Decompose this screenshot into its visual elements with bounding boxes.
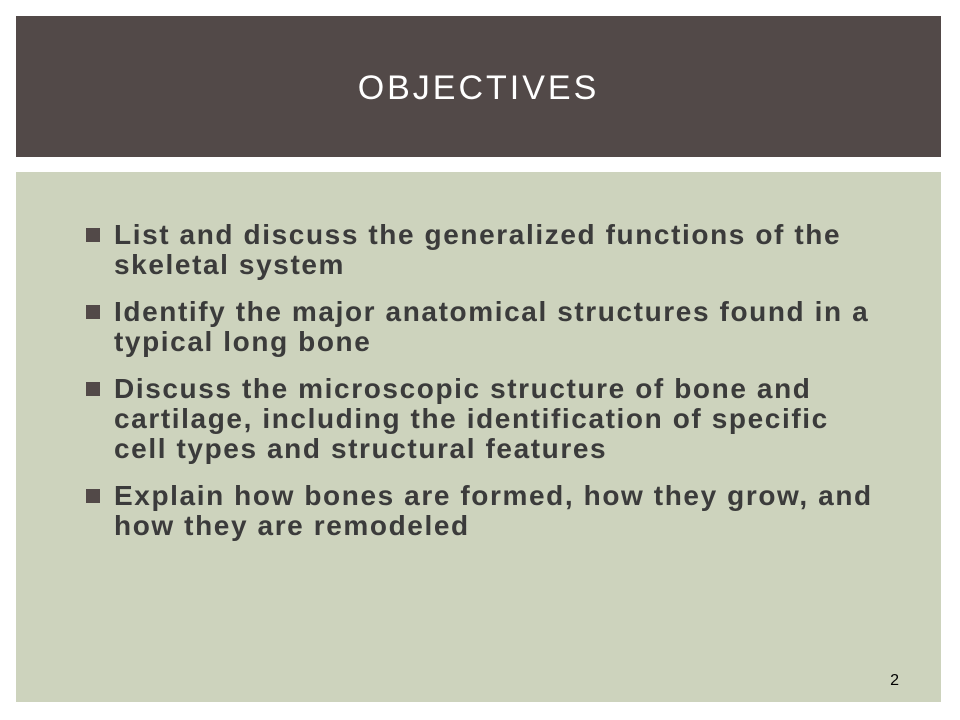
square-bullet-icon (86, 489, 100, 503)
square-bullet-icon (86, 305, 100, 319)
content-panel (16, 172, 941, 702)
objective-item (86, 481, 876, 541)
objective-text: Explain how bones are formed, how they grow, and how they are remodeled (114, 480, 873, 541)
square-bullet-icon (86, 228, 100, 242)
objective-item (86, 297, 876, 357)
title-bar (16, 16, 941, 157)
objectives-list (86, 220, 876, 558)
objective-item (86, 220, 876, 280)
square-bullet-icon (86, 382, 100, 396)
objective-text: Discuss the microscopic structure of bone and cartilage, including the identification of specific cell types and structural features (114, 373, 829, 464)
page-number: 2 (890, 672, 899, 689)
objective-text: Identify the major anatomical structures found in a typical long bone (114, 296, 870, 357)
slide-title: OBJECTIVES (357, 69, 600, 107)
objective-text: List and discuss the generalized functions of the skeletal system (114, 219, 842, 280)
objective-item (86, 374, 876, 464)
